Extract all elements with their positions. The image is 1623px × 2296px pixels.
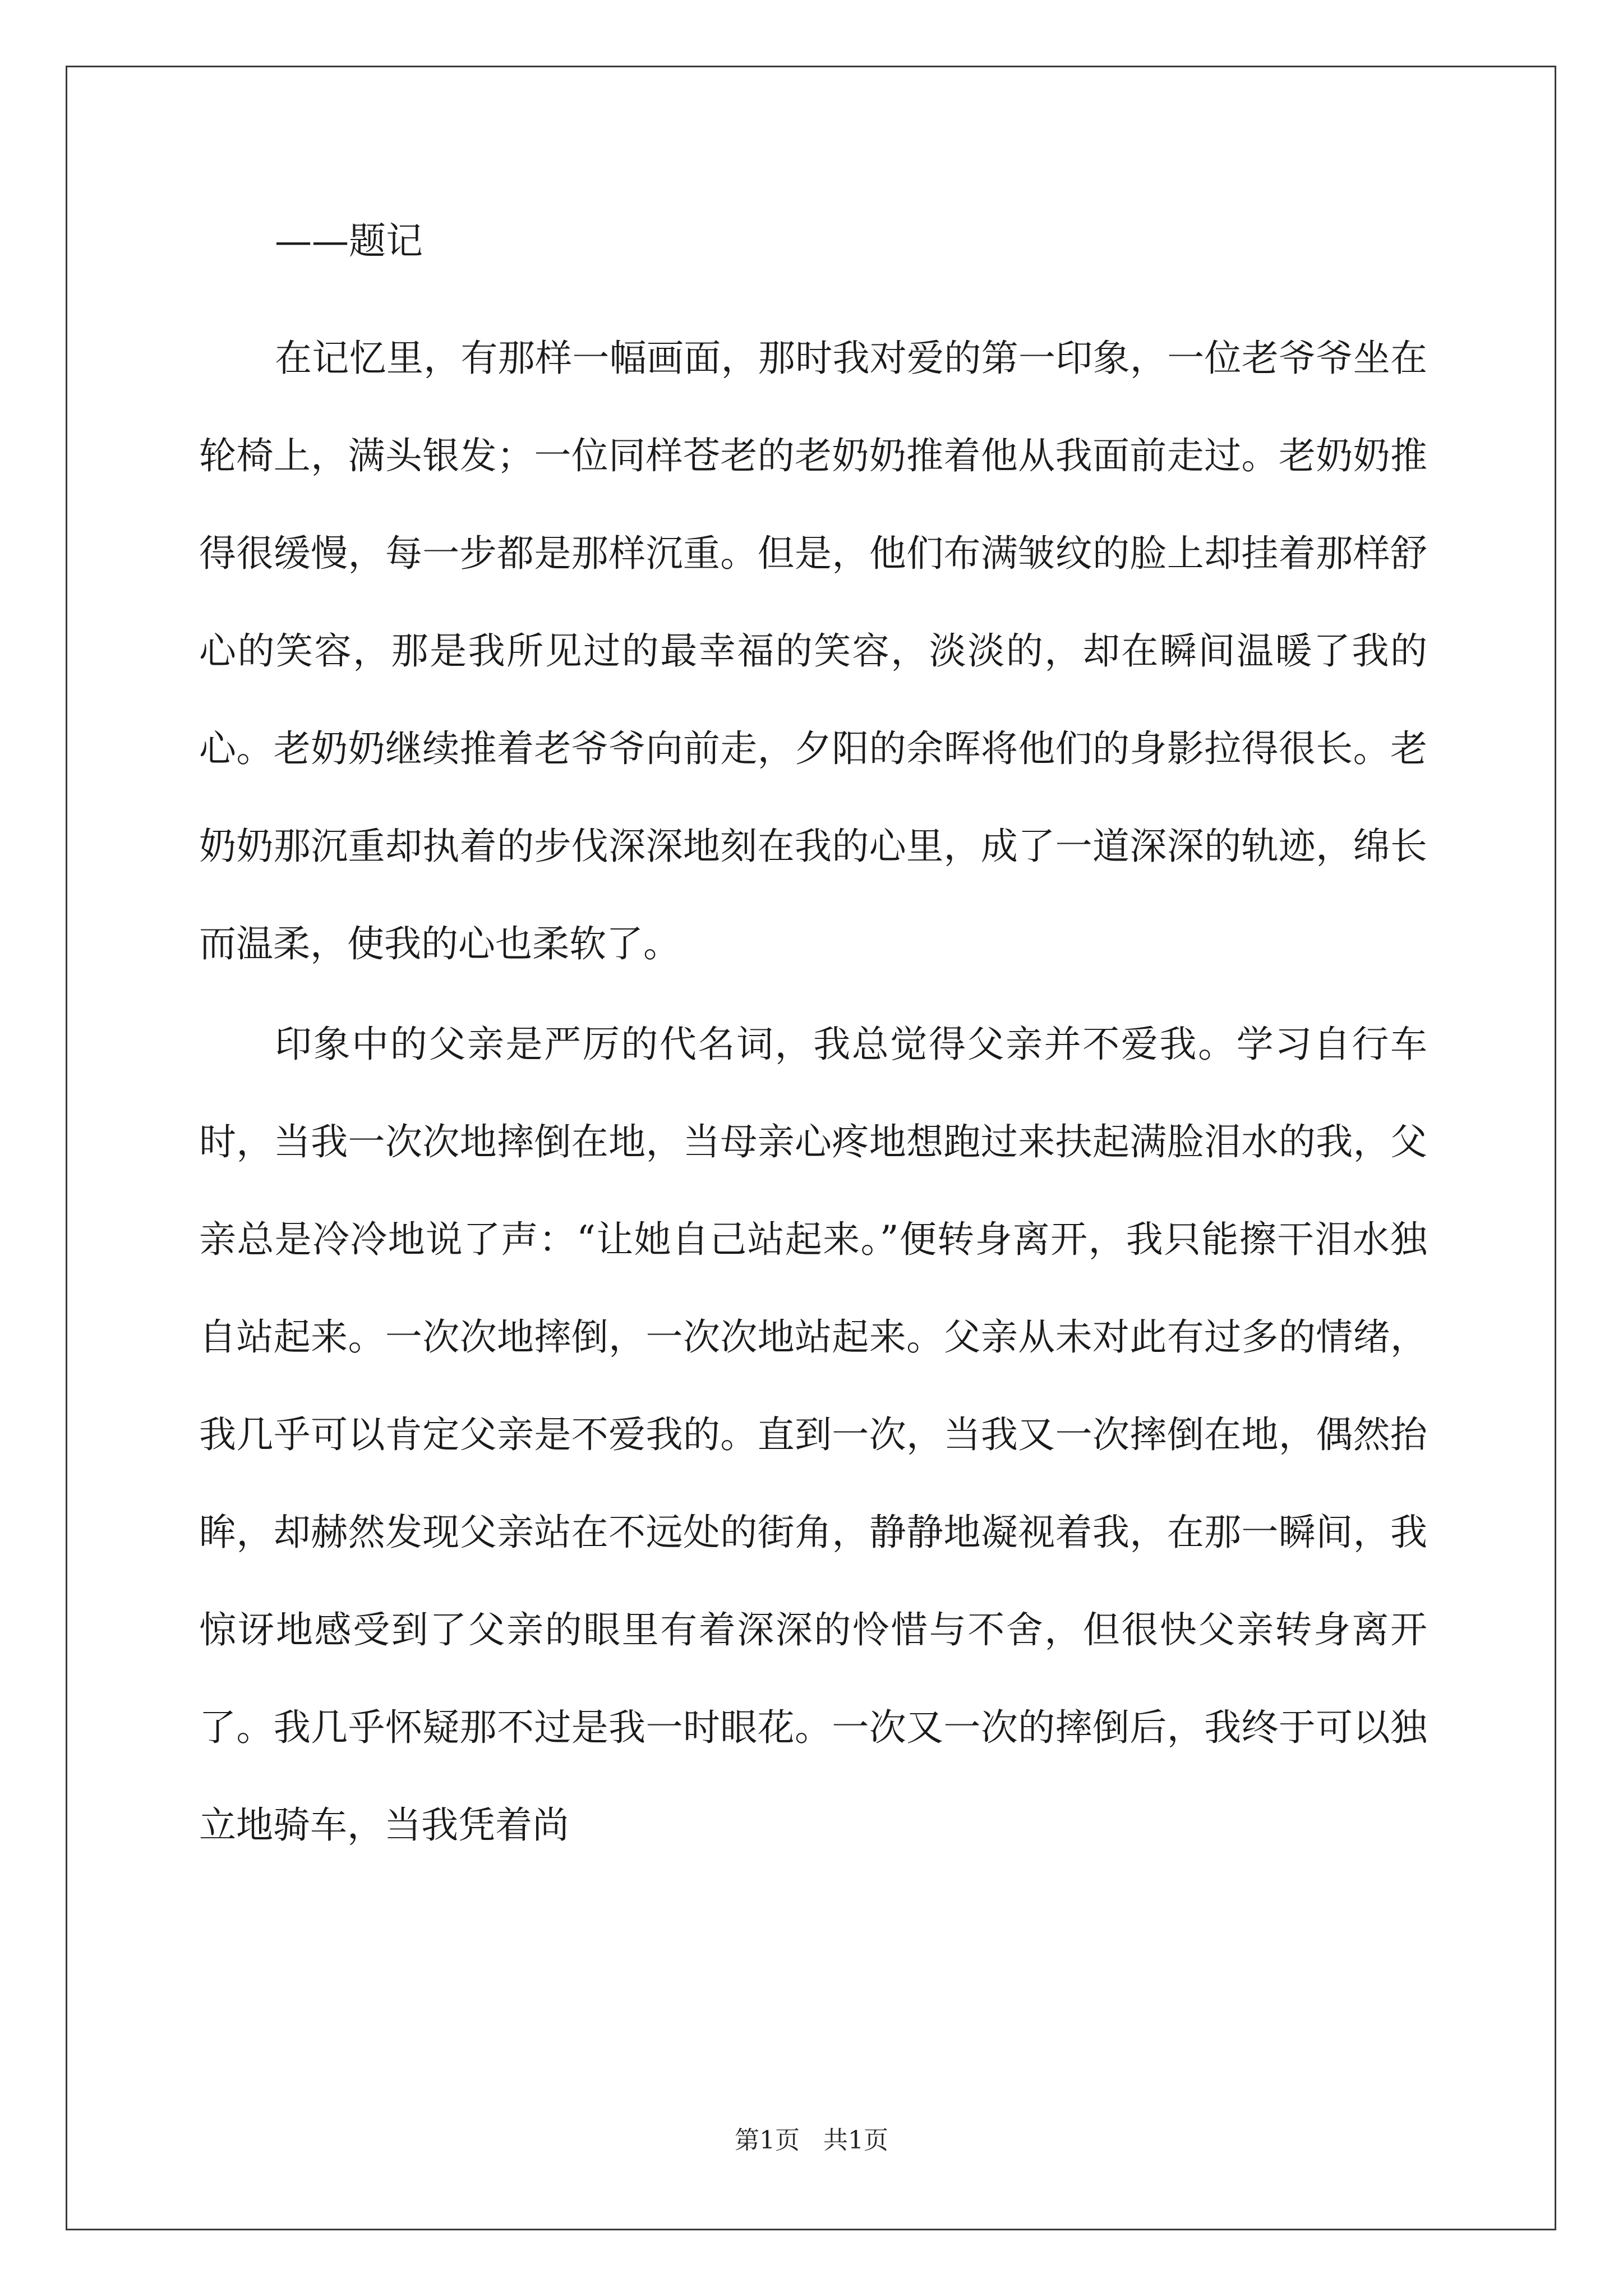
- page-number-footer: 第1页 共1页: [735, 2126, 888, 2155]
- paragraph-1: 在记忆里，有那样一幅画面，那时我对爱的第一印象，一位老爷爷坐在轮椅上，满头银发；一位同样苍老的老奶奶推着他从我面前走过。老奶奶推得很缓慢，每一步都是那样沉重。但是，他们布满皱纹的脸上却挂着那样舒心的笑容，那是我所见过的最幸福的笑容，淡淡的，却在瞬间温暖了我的心。老奶奶继续推着老爷爷向前走，夕阳的余晖将他们的身影拉得很长。老奶奶那沉重却执着的步伐深深地刻在我的心里，成了一道深深的轨迹，绵长而温柔，使我的心也柔软了。: [199, 337, 1427, 965]
- subtitle-epigraph: ——题记: [275, 219, 423, 263]
- paragraph-2: 印象中的父亲是严厉的代名词，我总觉得父亲并不爱我。学习自行车时，当我一次次地摔倒在地，当母亲心疼地想跑过来扶起满脸泪水的我，父亲总是冷冷地说了声：“让她自己站起来。”便转身离开，我只能擦干泪水独自站起来。一次次地摔倒，一次次地站起来。父亲从未对此有过多的情绪，我几乎可以肯定父亲是不爱我的。直到一次，当我又一次摔倒在地，偶然抬眸，却赫然发现父亲站在不远处的街角，静静地凝视着我，在那一瞬间，我惊讶地感受到了父亲的眼里有着深深的怜惜与不舍，但很快父亲转身离开了。我几乎怀疑那不过是我一时眼花。一次又一次的摔倒后，我终于可以独立地骑车，当我凭着尚: [199, 1023, 1427, 1847]
